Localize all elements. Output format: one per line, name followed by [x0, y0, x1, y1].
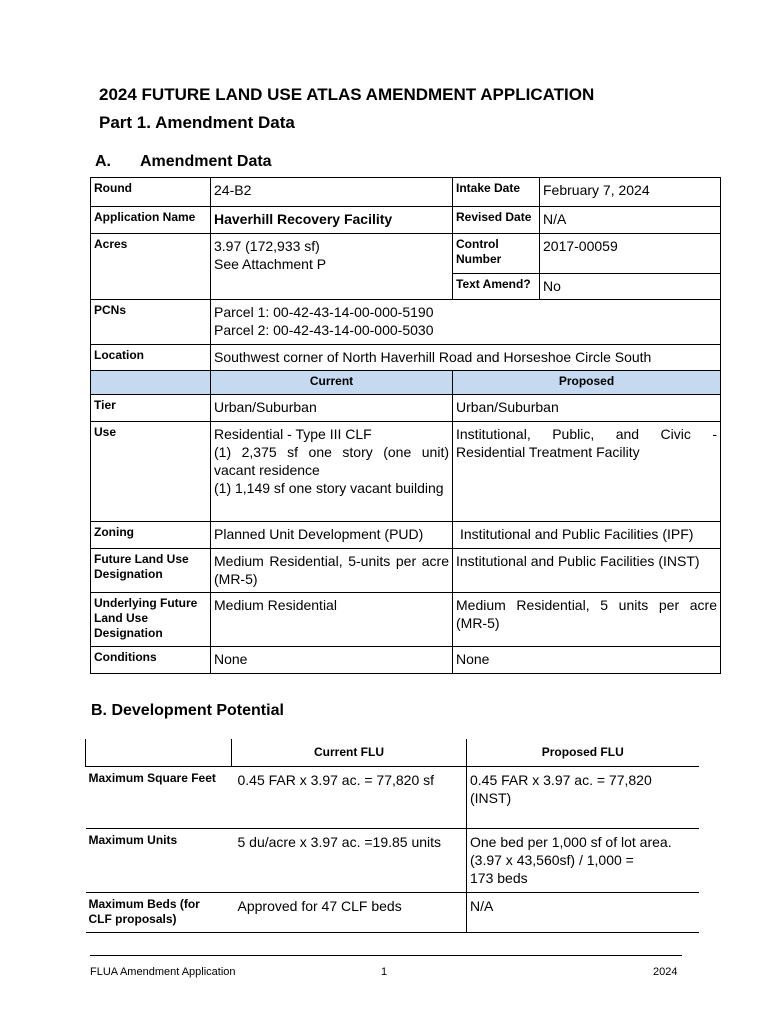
table-row — [86, 828, 699, 892]
section-a-letter: A. — [95, 153, 111, 170]
table-row — [91, 207, 721, 234]
header-blank-cell — [86, 739, 232, 766]
table-row — [91, 395, 721, 422]
max-square-feet-label: Maximum Square Feet — [86, 766, 232, 828]
max-beds-proposed: N/A — [467, 892, 699, 932]
part-title: Part 1. Amendment Data — [99, 113, 295, 132]
underlying-flu-proposed: Medium Residential, 5 units per acre (MR-5) — [453, 593, 721, 647]
conditions-label: Conditions — [91, 647, 211, 674]
round-value: 24-B2 — [211, 178, 453, 207]
text-amend-label: Text Amend? — [453, 274, 540, 300]
intake-date-label: Intake Date — [453, 178, 540, 207]
acres-value — [211, 234, 453, 300]
tier-label: Tier — [91, 395, 211, 422]
document-title: 2024 FUTURE LAND USE ATLAS AMENDMENT APPLICATION — [99, 85, 595, 104]
footer-page-number: 1 — [381, 966, 388, 978]
table-row — [91, 178, 721, 207]
footer-left-text: FLUA Amendment Application — [90, 966, 236, 978]
conditions-current: None — [211, 647, 453, 674]
table-row — [91, 522, 721, 549]
flu-label: Future Land Use Designation — [91, 549, 211, 593]
underlying-flu-label: Underlying Future Land Use Designation — [91, 593, 211, 647]
table-row — [91, 300, 721, 345]
round-label: Round — [91, 178, 211, 207]
max-units-current: 5 du/acre x 3.97 ac. =19.85 units — [232, 828, 467, 892]
tier-proposed: Urban/Suburban — [453, 395, 721, 422]
proposed-header: Proposed — [453, 371, 721, 395]
table-row — [91, 422, 721, 522]
pcns-label: PCNs — [91, 300, 211, 345]
use-label: Use — [91, 422, 211, 522]
amendment-data-table — [90, 177, 721, 674]
use-proposed: Institutional, Public, and Civic - Residential Treatment Facility — [453, 422, 721, 522]
underlying-flu-current: Medium Residential — [211, 593, 453, 647]
max-square-feet-current: 0.45 FAR x 3.97 ac. = 77,820 sf — [232, 766, 467, 828]
table-row — [91, 549, 721, 593]
max-square-feet-proposed: 0.45 FAR x 3.97 ac. = 77,820 (INST) — [467, 766, 699, 828]
zoning-label: Zoning — [91, 522, 211, 549]
text-amend-value: No — [540, 274, 721, 300]
control-number-value: 2017-00059 — [540, 234, 721, 274]
flu-proposed: Institutional and Public Facilities (INST) — [453, 549, 721, 593]
table-row — [91, 593, 721, 647]
max-units-label: Maximum Units — [86, 828, 232, 892]
max-units-proposed: One bed per 1,000 sf of lot area. (3.97 x 43,560sf) / 1,000 = 173 beds — [467, 828, 699, 892]
footer-divider — [90, 955, 682, 956]
proposed-flu-header: Proposed FLU — [467, 739, 699, 766]
flu-current: Medium Residential, 5-units per acre (MR-5) — [211, 549, 453, 593]
section-b-title: B. Development Potential — [91, 702, 284, 719]
acres-value-line: See Attachment P — [214, 256, 327, 272]
current-header: Current — [211, 371, 453, 395]
section-a-title: Amendment Data — [140, 153, 272, 170]
table-row — [86, 766, 699, 828]
revised-date-value: N/A — [540, 207, 721, 234]
table-header-row — [91, 371, 721, 395]
development-potential-table — [85, 739, 699, 933]
current-flu-header: Current FLU — [232, 739, 467, 766]
control-number-label: Control Number — [453, 234, 540, 274]
table-row — [91, 234, 721, 274]
application-name-label: Application Name — [91, 207, 211, 234]
max-beds-label: Maximum Beds (for CLF proposals) — [86, 892, 232, 932]
use-current: Residential - Type III CLF (1) 2,375 sf one story (one unit) vacant residence (1) 1,149 sf one story vacant building — [211, 422, 453, 522]
pcns-value: Parcel 1: 00-42-43-14-00-000-5190 Parcel 2: 00-42-43-14-00-000-5030 — [211, 300, 721, 345]
table-row — [91, 647, 721, 674]
tier-current: Urban/Suburban — [211, 395, 453, 422]
acres-label: Acres — [91, 234, 211, 300]
intake-date-value: February 7, 2024 — [540, 178, 721, 207]
max-beds-current: Approved for 47 CLF beds — [232, 892, 467, 932]
zoning-current: Planned Unit Development (PUD) — [211, 522, 453, 549]
location-label: Location — [91, 345, 211, 371]
table-row — [86, 892, 699, 932]
zoning-proposed: Institutional and Public Facilities (IPF) — [453, 522, 721, 549]
table-row — [91, 345, 721, 371]
location-value: Southwest corner of North Haverhill Road and Horseshoe Circle South — [211, 345, 721, 371]
acres-value-line: 3.97 (172,933 sf) — [214, 238, 320, 254]
footer-year: 2024 — [653, 966, 678, 978]
header-blank-cell — [91, 371, 211, 395]
application-name-value: Haverhill Recovery Facility — [211, 207, 453, 234]
conditions-proposed: None — [453, 647, 721, 674]
revised-date-label: Revised Date — [453, 207, 540, 234]
table-header-row — [86, 739, 699, 766]
